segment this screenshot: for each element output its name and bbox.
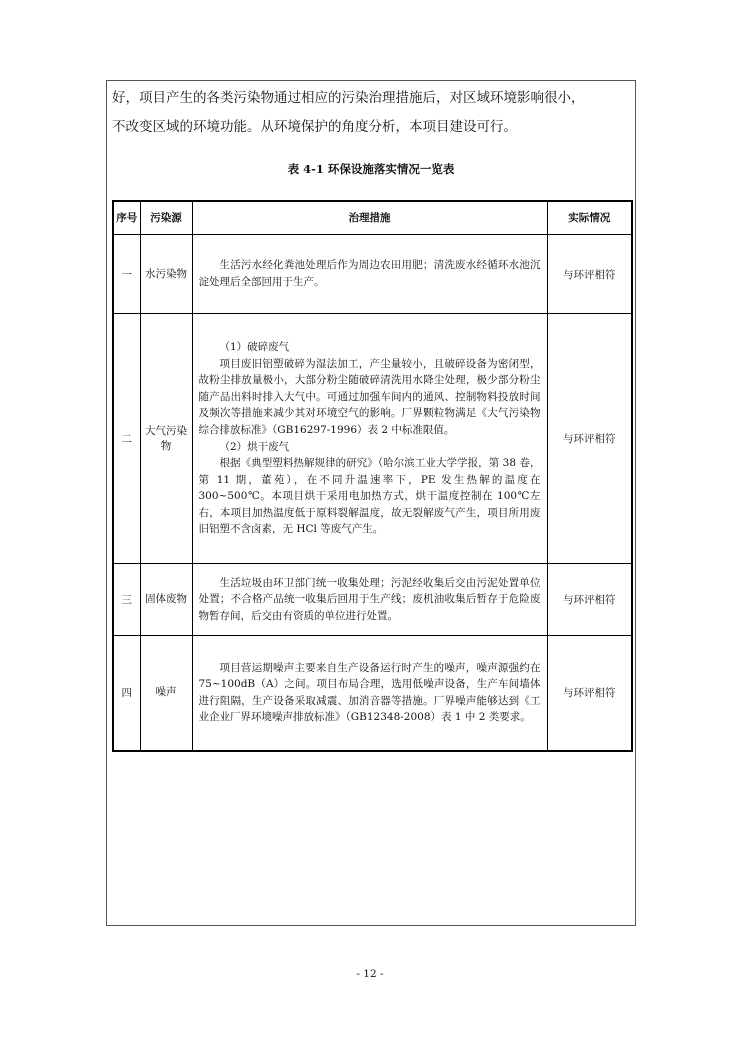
row-source: 噪声: [140, 636, 192, 751]
table-row-noise: [113, 636, 632, 751]
row-status: 与环评相符: [547, 636, 632, 751]
row-number: 一: [113, 235, 140, 314]
row-measures: [192, 636, 547, 751]
row-status: 与环评相符: [547, 564, 632, 636]
row-measures: [192, 314, 547, 564]
measure-paragraph: 根据《典型塑料热解规律的研究》（哈尔滨工业大学学报，第 38 卷，第 11 期，董苑），在不同升温速率下，PE 发生热解的温度在 300~500℃。本项目烘干采用电加热方式，烘干温度控制在 100℃左右，本项目加热温度低于原料裂解温度，故无裂解废气产生，项目所用废旧铝塑不含卤素，无 HCl 等废气产生。: [198, 457, 541, 536]
page-number: - 12 -: [356, 968, 384, 980]
row-source: 水污染物: [140, 235, 192, 314]
table-row-air: [113, 314, 632, 564]
measure-subheading: （1）破碎废气: [219, 340, 290, 353]
measure-subheading: （2）烘干废气: [219, 440, 290, 453]
header-no: 序号: [113, 201, 140, 235]
measure-paragraph: 项目废旧铝塑破碎为湿法加工，产尘量较小，且破碎设备为密闭型，故粉尘排放量极小，大部分粉尘随破碎清洗用水降尘处理，极少部分粉尘随产品出料时排入大气中。可通过加强车间内的通风、控制物料投放时间及频次等措施来减少其对环境空气的影响。厂界颗粒物满足《大气污染物综合排放标准》（GB16297-1996）表 2 中标准限值。: [198, 357, 541, 436]
row-source: 大气污染物: [140, 314, 192, 564]
intro-text: [112, 84, 634, 142]
intro-line-1: 好，项目产生的各类污染物通过相应的污染治理措施后，对区域环境影响很小，: [112, 90, 585, 106]
table-row-water: [113, 235, 632, 314]
row-number: 四: [113, 636, 140, 751]
row-status: 与环评相符: [547, 235, 632, 314]
measure-paragraph: 生活垃圾由环卫部门统一收集处理；污泥经收集后交由污泥处置单位处置；不合格产品统一收集后回用于生产线；废机油收集后暂存于危险废物暂存间，后交由有资质的单位进行处置。: [198, 576, 541, 622]
measure-paragraph: 项目营运期噪声主要来自生产设备运行时产生的噪声，噪声源强约在 75~100dB（A）之间。项目布局合理，选用低噪声设备，生产车间墙体进行阻隔，生产设备采取减震、加消音器等措施。厂界噪声能够达到《工业企业厂界环境噪声排放标准》（GB12348-2008）表 1 中 2 类要求。: [198, 661, 541, 724]
header-status: 实际情况: [547, 201, 632, 235]
header-source: 污染源: [140, 201, 192, 235]
row-number: 二: [113, 314, 140, 564]
row-status: 与环评相符: [547, 314, 632, 564]
header-measures: 治理措施: [192, 201, 547, 235]
row-measures: [192, 235, 547, 314]
row-source: 固体废物: [140, 564, 192, 636]
row-number: 三: [113, 564, 140, 636]
table-row-solid-waste: [113, 564, 632, 636]
row-measures: [192, 564, 547, 636]
table-header-row: [113, 201, 632, 235]
table-caption: 表 4-1 环保设施落实情况一览表: [287, 162, 455, 176]
intro-line-2: 不改变区域的环境功能。从环境保护的角度分析，本项目建设可行。: [112, 119, 517, 135]
measure-paragraph: 生活污水经化粪池处理后作为周边农田用肥；清洗废水经循环水池沉淀处理后全部回用于生产。: [198, 259, 541, 288]
environmental-facilities-table: [112, 200, 633, 752]
